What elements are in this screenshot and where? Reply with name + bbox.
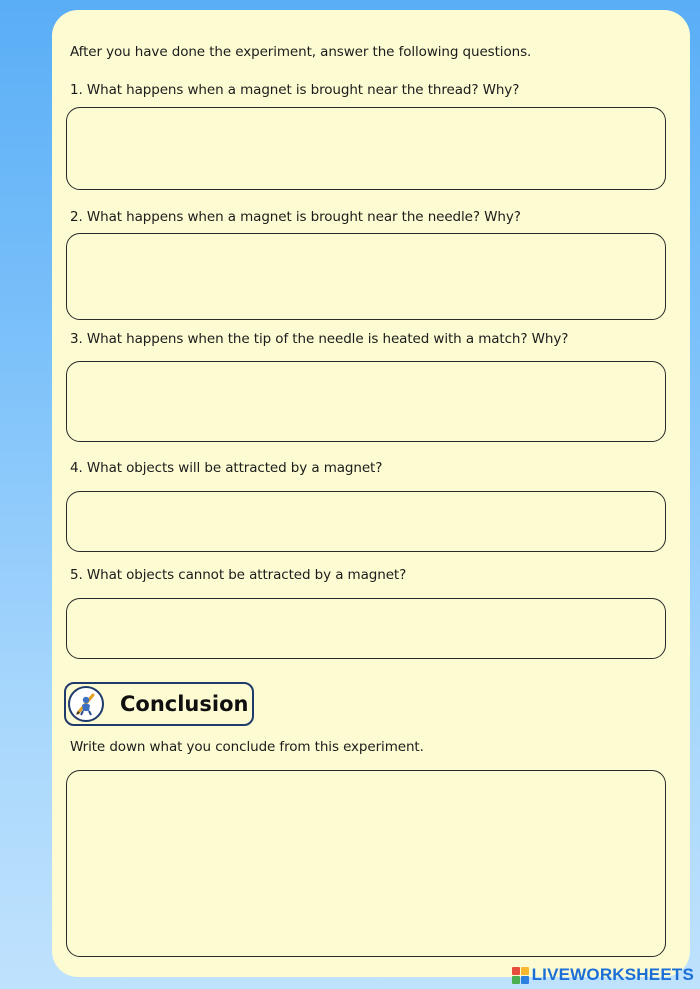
conclusion-instruction: Write down what you conclude from this experiment. [70, 739, 424, 755]
brand-text: LIVEWORKSHEETS [531, 965, 694, 984]
answer-box-1[interactable] [66, 107, 666, 190]
answer-box-4[interactable] [66, 491, 666, 552]
pencil-person-icon [68, 686, 104, 722]
answer-box-3[interactable] [66, 361, 666, 442]
conclusion-answer-box[interactable] [66, 770, 666, 957]
question-4-text: 4. What objects will be attracted by a magnet? [70, 460, 383, 476]
question-2-text: 2. What happens when a magnet is brought near the needle? Why? [70, 209, 521, 225]
question-3-text: 3. What happens when the tip of the needle is heated with a match? Why? [70, 331, 569, 347]
answer-box-5[interactable] [66, 598, 666, 659]
intro-text: After you have done the experiment, answer the following questions. [70, 44, 532, 60]
question-5-text: 5. What objects cannot be attracted by a magnet? [70, 567, 407, 583]
liveworksheets-logo-icon [512, 967, 529, 984]
conclusion-title: Conclusion [120, 692, 249, 716]
question-1-text: 1. What happens when a magnet is brought near the thread? Why? [70, 82, 520, 98]
conclusion-heading [64, 682, 254, 726]
answer-box-2[interactable] [66, 233, 666, 320]
liveworksheets-brand [512, 964, 694, 986]
